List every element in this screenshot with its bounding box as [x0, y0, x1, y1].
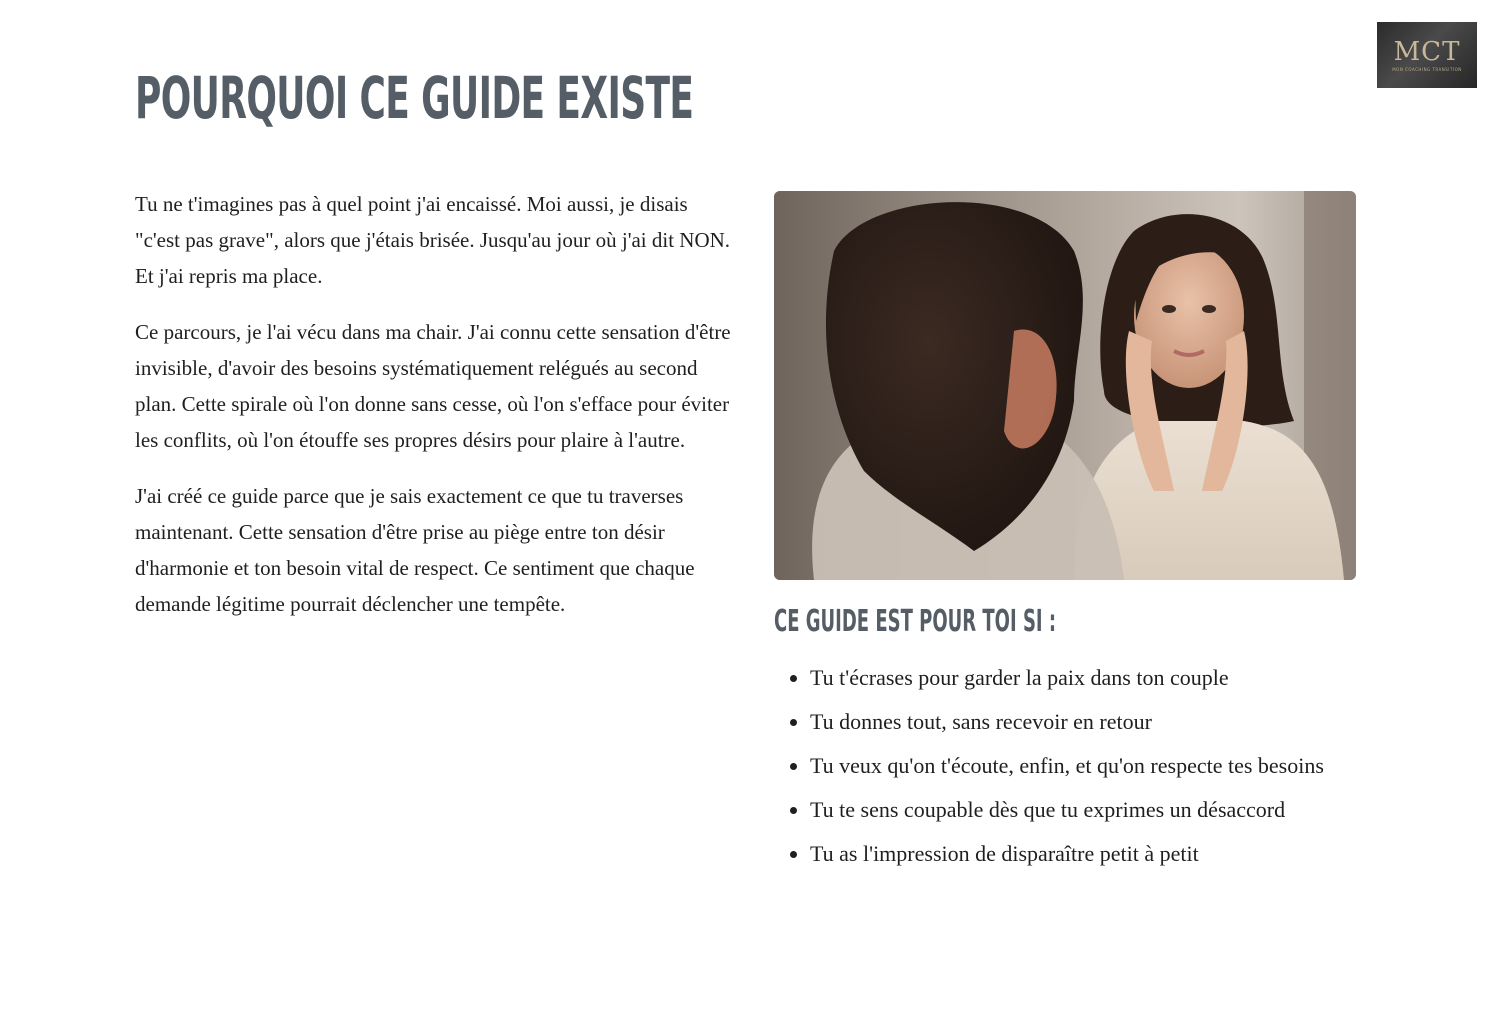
list-item: • Tu t'écrases pour garder la paix dans ton couple — [810, 660, 1374, 696]
paragraph: J'ai créé ce guide parce que je sais exactement ce que tu traverses maintenant. Cette sensation d'être prise au piège entre ton désir d'harmonie et ton besoin vital de respect. Ce sentiment que chaque demande légitime pourrait déclencher une tempête. — [135, 484, 695, 616]
list-item: • Tu veux qu'on t'écoute, enfin, et qu'on respecte tes besoins — [810, 748, 1374, 784]
audience-list — [774, 660, 1374, 880]
intro-text — [135, 186, 735, 642]
list-item: • Tu te sens coupable dès que tu exprimes un désaccord — [810, 792, 1374, 828]
list-item: • Tu as l'impression de disparaître petit à petit — [810, 836, 1374, 872]
photo-illustration — [774, 191, 1356, 580]
logo-tagline: MON COACHING TRANSITION — [1392, 66, 1462, 72]
page-title: POURQUOI CE GUIDE EXISTE — [135, 64, 694, 132]
paragraph: Ce parcours, je l'ai vécu dans ma chair. J'ai connu cette sensation d'être invisible, d'avoir des besoins systématiquement relégués au second plan. Cette spirale où l'on donne sans cesse, où l'on s'efface pour éviter les conflits, où l'on étouffe ses propres désirs pour plaire à l'autre. — [135, 320, 731, 452]
paragraph: Tu ne t'imagines pas à quel point j'ai encaissé. Moi aussi, je disais "c'est pas grave", alors que j'étais brisée. Jusqu'au jour où j'ai dit NON. Et j'ai repris ma place. — [135, 192, 731, 288]
logo-mark: MCT — [1393, 36, 1461, 67]
audience-heading: CE GUIDE EST POUR TOI SI : — [774, 604, 1057, 639]
list-item: • Tu donnes tout, sans recevoir en retour — [810, 704, 1374, 740]
woman-mirror-photo — [774, 191, 1356, 580]
brand-logo — [1377, 22, 1477, 88]
